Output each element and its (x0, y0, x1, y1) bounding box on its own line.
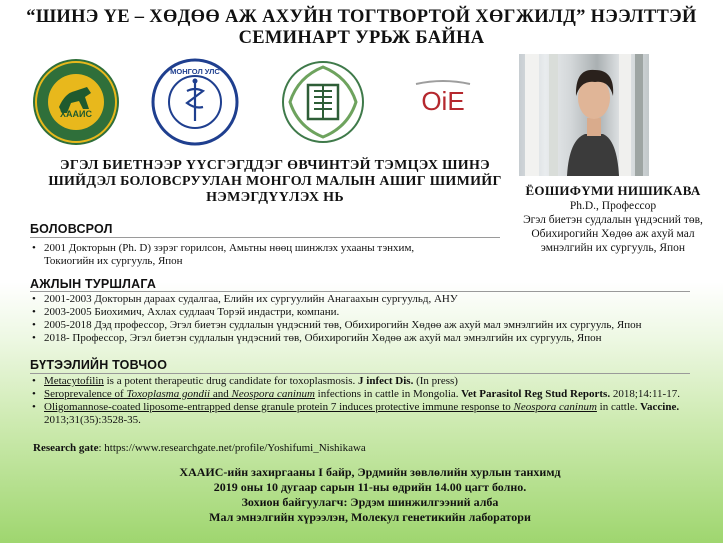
publications-list (30, 375, 706, 427)
list-item: • 2003-2005 Биохимич, Ахлах судлаач Торэй индастри, компани. (30, 306, 710, 319)
publications-divider (30, 373, 690, 374)
event-footer (120, 465, 620, 525)
speaker-photo (519, 54, 649, 176)
footer-date: 2019 оны 10 дугаар сарын 11-ны өдрийн 14.00 цагт болно. (213, 480, 527, 494)
hsua-logo (31, 57, 121, 147)
speaker-name: ЁОШИФҮМИ НИШИКАВА (525, 183, 701, 198)
speaker-title: Ph.D., Профессор (569, 200, 657, 212)
education-divider (30, 237, 500, 238)
svg-text:ХААИС: ХААИС (60, 109, 92, 119)
seminar-subtitle: ЭГЭЛ БИЕТНЭЭР ҮҮСГЭГДДЭГ ӨВЧИНТЭЙ ТЭМЦЭХ ШИНЭ ШИЙДЭЛ БОЛОВСРУУЛАН МОНГОЛ МАЛЫН АШИГ ШИМИЙГ НЭМЭГДҮҮЛЭХ НЬ (48, 158, 502, 205)
list-item: • 2018- Профессор, Эгэл биетэн судлалын үндэсний төв, Обихирогийн Хөдөө аж ахуй мал эмнэлгийн их сургууль, Япон (30, 332, 710, 345)
ornament-logo (278, 57, 368, 147)
experience-divider (30, 291, 690, 292)
education-list (30, 242, 450, 268)
speaker-info (508, 183, 718, 255)
list-item: • Oligomannose-coated liposome-entrapped dense granule protein 7 induces protective immune response to Neospora caninum in cattle. Vaccine. 2013;31(35):3528-35. (30, 401, 706, 427)
footer-location: ХААИС-ийн захиргааны I байр, Эрдмийн зөвлөлийн хурлын танхимд (179, 465, 561, 479)
research-gate-line (33, 442, 366, 454)
title-line-2: СЕМИНАРТ УРЬЖ БАЙНА (238, 28, 485, 48)
speaker-affiliation: Эгэл биетэн судлалын үндэсний төв, Обихирогийн Хөдөө аж ахуй мал эмнэлгийн их сургууль, Япон (523, 214, 703, 254)
experience-heading: АЖЛЫН ТУРШЛАГА (30, 277, 157, 291)
list-item: • Metacytofilin is a potent therapeutic drug candidate for toxoplasmosis. J infect Dis. (In press) (30, 375, 706, 388)
footer-lab: Мал эмнэлгийн хүрээлэн, Молекул генетикийн лаборатори (209, 510, 531, 524)
education-heading: БОЛОВСРОЛ (30, 222, 113, 236)
vet-institute-logo (150, 57, 240, 147)
svg-text:OiE: OiE (421, 86, 465, 116)
list-item: • 2001-2003 Докторын дараах судалгаа, Елийн их сургуулийн Анагаахын сургуульд, АНУ (30, 293, 710, 306)
oie-logo (408, 78, 478, 118)
footer-organizer: Зохион байгуулагч: Эрдэм шинжилгээний алба (241, 495, 499, 509)
title-line-1: “ШИНЭ ҮЕ – ХӨДӨӨ АЖ АХУЙН ТОГТВОРТОЙ ХӨГЖИЛД” НЭЭЛТТЭЙ (26, 7, 697, 27)
svg-text:МОНГОЛ УЛС: МОНГОЛ УЛС (170, 67, 220, 76)
list-item: • Seroprevalence of Toxoplasma gondii and Neospora caninum infections in cattle in Mongolia. Vet Parasitol Reg Stud Reports. 2018;14:11-17. (30, 388, 706, 401)
experience-list (30, 293, 710, 345)
publications-heading: БҮТЭЭЛИЙН ТОВЧОО (30, 358, 168, 372)
list-item: • 2005-2018 Дэд профессор, Эгэл биетэн судлалын үндэсний төв, Обихирогийн Хөдөө аж ахуй мал эмнэлгийн их сургууль, Япон (30, 319, 710, 332)
research-gate-url[interactable]: : https://www.researchgate.net/profile/Yoshifumi_Nishikawa (98, 442, 366, 454)
list-item: • 2001 Докторын (Ph. D) зэрэг горилсон, Амьтны нөөц шинжлэх ухааны тэнхим, Токиогийн их сургууль, Япон (30, 242, 450, 268)
research-gate-label: Research gate (33, 442, 99, 454)
